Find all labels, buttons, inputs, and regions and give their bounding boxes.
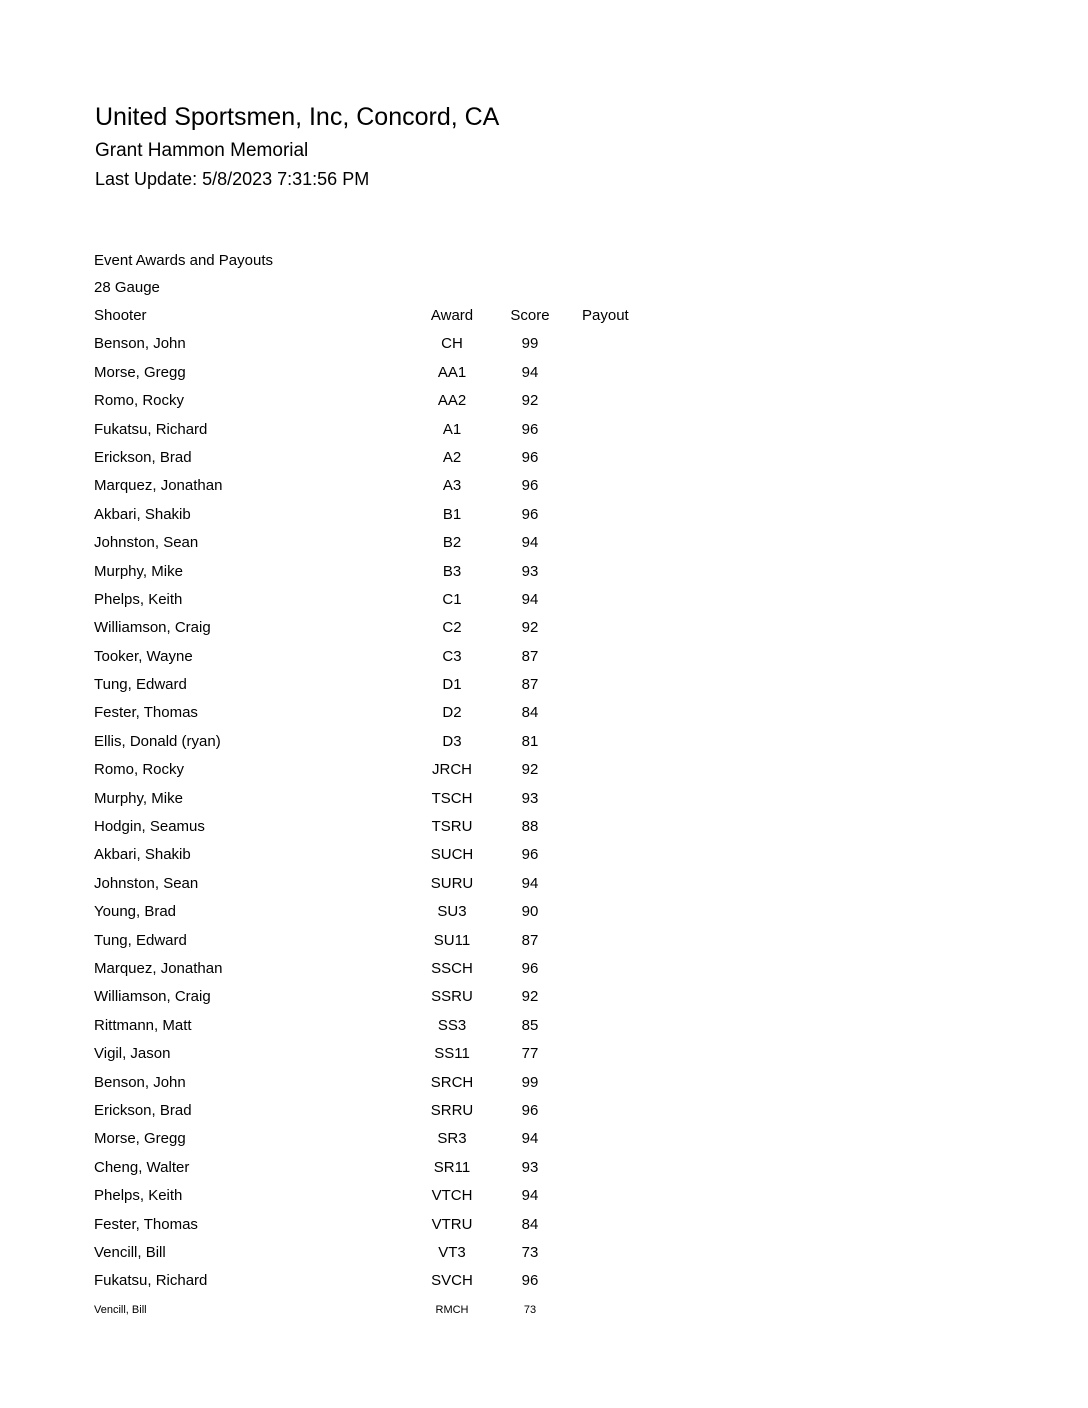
shooter-cell: Akbari, Shakib [94, 505, 191, 523]
award-cell: B1 [442, 505, 462, 523]
table-row [94, 728, 694, 756]
score-cell: 94 [521, 363, 539, 381]
award-cell: CH [441, 335, 463, 353]
table-row [94, 813, 694, 841]
score-cell: 94 [521, 1187, 539, 1205]
score-cell: 99 [521, 335, 539, 353]
award-cell: D3 [442, 732, 462, 750]
shooter-cell: Fester, Thomas [94, 704, 198, 722]
score-cell: 96 [521, 1101, 539, 1119]
table-row [94, 671, 694, 699]
event-name: 28 Gauge [94, 279, 160, 296]
shooter-cell: Vencill, Bill [94, 1303, 147, 1316]
award-cell: A2 [442, 448, 462, 466]
score-cell: 73 [521, 1243, 539, 1261]
score-cell: 92 [521, 392, 539, 410]
score-cell: 85 [521, 1016, 539, 1034]
award-cell: VT3 [438, 1243, 466, 1261]
shooter-cell: Murphy, Mike [94, 789, 183, 807]
award-cell: C3 [442, 647, 462, 665]
score-cell: 96 [521, 959, 539, 977]
award-cell: SRCH [430, 1073, 474, 1091]
award-cell: SUCH [430, 846, 474, 864]
table-row [94, 1267, 694, 1295]
shooter-cell: Marquez, Jonathan [94, 959, 223, 977]
table-row [94, 416, 694, 444]
shooter-cell: Morse, Gregg [94, 363, 186, 381]
shooter-cell: Young, Brad [94, 903, 177, 921]
shooter-cell: Romo, Rocky [94, 392, 185, 410]
shooter-cell: Johnston, Sean [94, 874, 199, 892]
shooter-cell: Erickson, Brad [94, 448, 192, 466]
table-row [94, 614, 694, 642]
award-cell: D1 [442, 676, 462, 694]
score-cell: 92 [521, 988, 539, 1006]
score-cell: 94 [521, 874, 539, 892]
award-cell: SS3 [437, 1016, 467, 1034]
score-cell: 99 [521, 1073, 539, 1091]
award-cell: A3 [442, 477, 462, 495]
table-row [94, 1211, 694, 1239]
award-cell: B3 [442, 562, 462, 580]
award-cell: SSRU [431, 988, 473, 1006]
award-cell: SS11 [434, 1045, 470, 1063]
award-cell: SRRU [430, 1101, 474, 1119]
score-cell: 92 [521, 761, 539, 779]
shooter-cell: Phelps, Keith [94, 590, 183, 608]
score-cell: 73 [523, 1303, 537, 1316]
column-header-shooter: Shooter [94, 307, 147, 324]
award-cell: RMCH [435, 1303, 469, 1316]
table-row [94, 387, 694, 415]
score-cell: 96 [521, 846, 539, 864]
award-cell: TSRU [431, 818, 473, 836]
score-cell: 84 [521, 704, 539, 722]
shooter-cell: Vigil, Jason [94, 1045, 171, 1063]
table-header-row [94, 302, 694, 330]
award-cell: VTRU [431, 1215, 473, 1233]
table-row [94, 870, 694, 898]
shooter-cell: Fester, Thomas [94, 1215, 198, 1233]
table-row [94, 841, 694, 869]
shooter-cell: Marquez, Jonathan [94, 477, 223, 495]
shooter-cell: Williamson, Craig [94, 619, 211, 637]
score-cell: 84 [521, 1215, 539, 1233]
table-row [94, 529, 694, 557]
document-title: United Sportsmen, Inc, Concord, CA [95, 103, 500, 131]
shooter-cell: Akbari, Shakib [94, 846, 191, 864]
award-cell: C1 [442, 590, 462, 608]
column-header-payout: Payout [582, 307, 629, 324]
shooter-cell: Benson, John [94, 335, 186, 353]
award-cell: SSCH [431, 959, 473, 977]
shooter-cell: Tooker, Wayne [94, 647, 193, 665]
score-cell: 96 [521, 420, 539, 438]
award-cell: B2 [442, 534, 462, 552]
shooter-cell: Hodgin, Seamus [94, 818, 205, 836]
score-cell: 93 [521, 1158, 539, 1176]
shooter-cell: Benson, John [94, 1073, 186, 1091]
score-cell: 93 [521, 562, 539, 580]
shooter-cell: Vencill, Bill [94, 1243, 166, 1261]
award-cell: SR3 [437, 1130, 467, 1148]
score-cell: 92 [521, 619, 539, 637]
shooter-cell: Tung, Edward [94, 676, 187, 694]
award-cell: JRCH [432, 761, 472, 779]
table-row [94, 643, 694, 671]
score-cell: 96 [521, 1272, 539, 1290]
award-cell: VTCH [431, 1187, 473, 1205]
table-row [94, 586, 694, 614]
event-subtitle: Grant Hammon Memorial [95, 140, 309, 161]
shooter-cell: Cheng, Walter [94, 1158, 190, 1176]
shooter-cell: Murphy, Mike [94, 562, 183, 580]
table-row [94, 756, 694, 784]
column-header-award: Award [430, 307, 474, 324]
table-row [94, 330, 694, 358]
table-row [94, 785, 694, 813]
table-row [94, 927, 694, 955]
award-cell: SR11 [433, 1158, 471, 1176]
table-row [94, 472, 694, 500]
last-update-text: Last Update: 5/8/2023 7:31:56 PM [95, 169, 370, 189]
shooter-cell: Fukatsu, Richard [94, 420, 208, 438]
shooter-cell: Rittmann, Matt [94, 1016, 192, 1034]
table-row [94, 444, 694, 472]
shooter-cell: Erickson, Brad [94, 1101, 192, 1119]
award-cell: A1 [442, 420, 462, 438]
award-cell: AA2 [437, 392, 467, 410]
table-row [94, 983, 694, 1011]
award-cell: SU11 [433, 931, 471, 949]
table-row [94, 1182, 694, 1210]
score-cell: 94 [521, 534, 539, 552]
table-row [94, 359, 694, 387]
award-cell: SURU [430, 874, 474, 892]
score-cell: 94 [521, 1130, 539, 1148]
shooter-cell: Morse, Gregg [94, 1130, 186, 1148]
score-cell: 93 [521, 789, 539, 807]
column-header-score: Score [510, 307, 550, 324]
score-cell: 77 [521, 1045, 539, 1063]
table-row [94, 1296, 694, 1324]
table-row [94, 1069, 694, 1097]
score-cell: 96 [521, 505, 539, 523]
award-cell: TSCH [431, 789, 473, 807]
table-row [94, 1125, 694, 1153]
table-row [94, 1154, 694, 1182]
section-heading: Event Awards and Payouts [94, 252, 274, 269]
award-cell: C2 [442, 619, 462, 637]
award-cell: AA1 [437, 363, 467, 381]
shooter-cell: Tung, Edward [94, 931, 187, 949]
shooter-cell: Fukatsu, Richard [94, 1272, 208, 1290]
awards-table [94, 302, 694, 1324]
shooter-cell: Ellis, Donald (ryan) [94, 732, 221, 750]
table-row [94, 1239, 694, 1267]
table-row [94, 1097, 694, 1125]
table-row [94, 1040, 694, 1068]
table-row [94, 501, 694, 529]
shooter-cell: Phelps, Keith [94, 1187, 183, 1205]
award-cell: D2 [442, 704, 462, 722]
score-cell: 96 [521, 477, 539, 495]
score-cell: 90 [521, 903, 539, 921]
table-row [94, 699, 694, 727]
score-cell: 81 [521, 732, 539, 750]
award-cell: SU3 [437, 903, 467, 921]
score-cell: 94 [521, 590, 539, 608]
shooter-cell: Romo, Rocky [94, 761, 185, 779]
table-row [94, 955, 694, 983]
score-cell: 87 [521, 931, 539, 949]
shooter-cell: Johnston, Sean [94, 534, 199, 552]
score-cell: 87 [521, 676, 539, 694]
score-cell: 88 [521, 818, 539, 836]
table-row [94, 898, 694, 926]
table-row [94, 1012, 694, 1040]
score-cell: 96 [521, 448, 539, 466]
table-row [94, 558, 694, 586]
score-cell: 87 [521, 647, 539, 665]
award-cell: SVCH [431, 1272, 473, 1290]
shooter-cell: Williamson, Craig [94, 988, 211, 1006]
